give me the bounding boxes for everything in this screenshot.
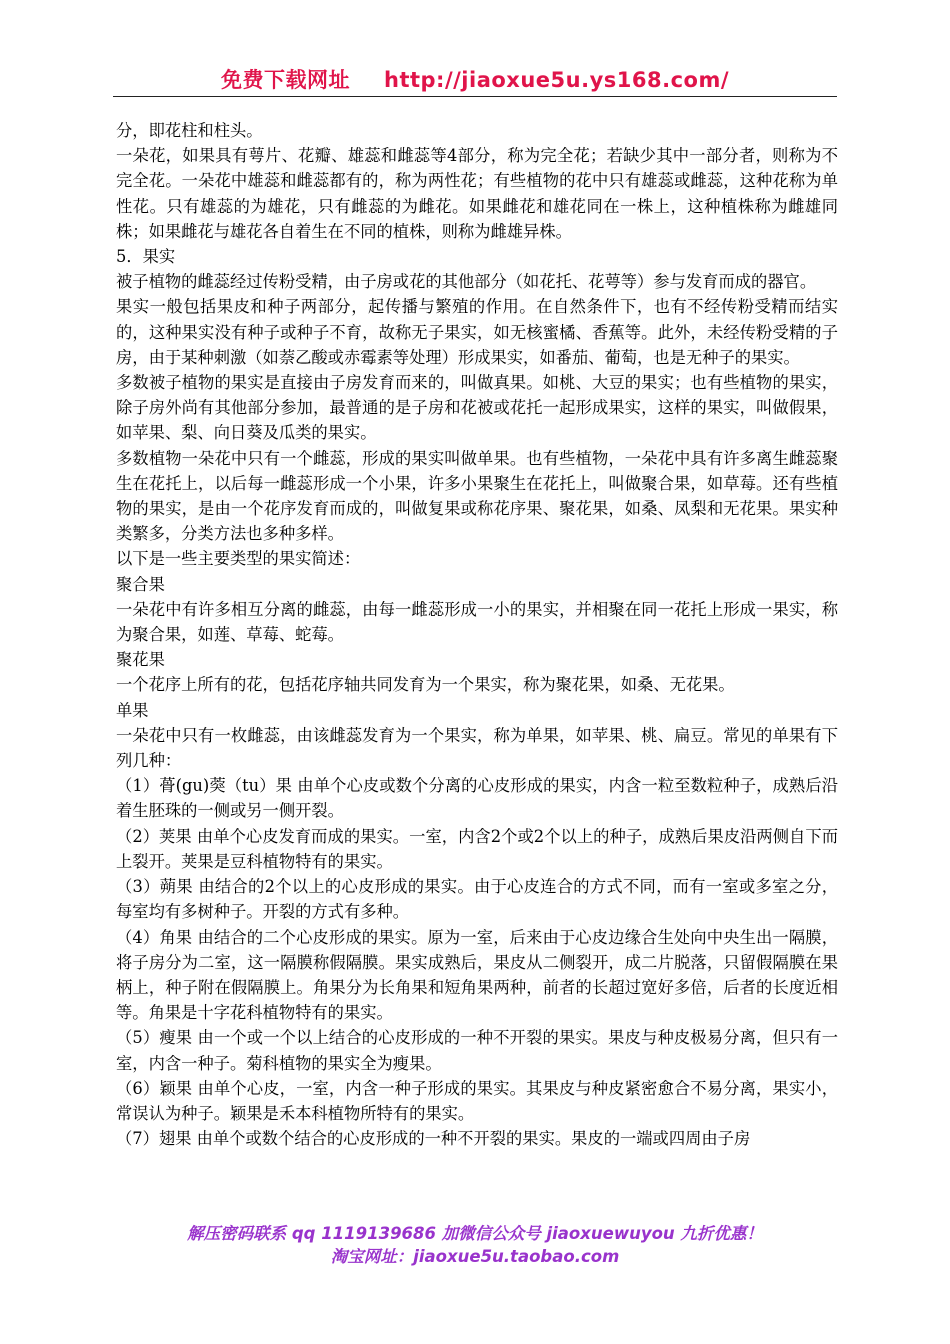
list-item: （4）角果 由结合的二个心皮形成的果实。原为一室，后来由于心皮边缘合生处向中央生出一隔膜，将子房分为二室，这一隔膜称假隔膜。果实成熟后，果皮从二侧裂开，成二片脱落，只留假隔膜在果柄上，种子附在假隔膜上。角果分为长角果和短角果两种，前者的长超过宽好多倍，后者的长度近相等。角果是十字花科植物特有的果实。 <box>116 927 838 1023</box>
header-url-link[interactable]: http://jiaoxue5u.ys168.com/ <box>384 68 729 92</box>
paragraph: 一朵花中有许多相互分离的雌蕊，由每一雌蕊形成一小的果实，并相聚在同一花托上形成一果实，称为聚合果，如莲、草莓、蛇莓。 <box>116 599 838 645</box>
header-divider <box>113 96 837 97</box>
paragraph: 果实一般包括果皮和种子两部分，起传播与繁殖的作用。在自然条件下，也有不经传粉受精而结实的，这种果实没有种子或种子不育，故称无子果实，如无核蜜橘、香蕉等。此外，未经传粉受精的子房，由于某种刺激（如萘乙酸或赤霉素等处理）形成果实，如番茄、葡萄，也是无种子的果实。 <box>116 297 838 367</box>
paragraph: 一朵花中只有一枚雌蕊，由该雌蕊发育为一个果实，称为单果，如苹果、桃、扁豆。常见的单果有下列几种： <box>116 725 838 771</box>
list-item: （5）瘦果 由一个或一个以上结合的心皮形成的一种不开裂的果实。果皮与种皮极易分离，但只有一室，内含一种子。菊科植物的果实全为瘦果。 <box>116 1028 838 1073</box>
paragraph: 被子植物的雌蕊经过传粉受精，由子房或花的其他部分（如花托、花萼等）参与发育而成的器官。 <box>116 272 817 292</box>
list-item: （2）荚果 由单个心皮发育而成的果实。一室，内含2个或2个以上的种子，成熟后果皮沿两侧自下而上裂开。荚果是豆科植物特有的果实。 <box>116 826 838 871</box>
list-item: （6）颖果 由单个心皮，一室，内含一种子形成的果实。其果皮与种皮紧密愈合不易分离，果实小，常误认为种子。颖果是禾本科植物所特有的果实。 <box>116 1078 838 1123</box>
list-item: （1）蓇(gu)葖（tu）果 由单个心皮或数个分离的心皮形成的果实，内含一粒至数粒种子，成熟后沿着生胚珠的一侧或另一侧开裂。 <box>116 776 838 821</box>
paragraph: 以下是一些主要类型的果实简述： <box>116 549 361 569</box>
list-item: （3）蒴果 由结合的2个以上的心皮形成的果实。由于心皮连合的方式不同，而有一室或多室之分，每室均有多树种子。开裂的方式有多种。 <box>116 877 838 922</box>
paragraph: 分，即花柱和柱头。 <box>116 121 263 140</box>
list-item: （7）翅果 由单个或数个结合的心皮形成的一种不开裂的果实。果皮的一端或四周由子房 <box>116 1129 751 1149</box>
subheading: 聚合果 <box>116 574 165 594</box>
paragraph: 一个花序上所有的花，包括花序轴共同发育为一个果实，称为聚花果，如桑、无花果。 <box>116 675 735 695</box>
subheading: 单果 <box>116 700 149 720</box>
section-heading: 5．果实 <box>116 247 176 267</box>
subheading: 聚花果 <box>116 650 165 670</box>
footer-shop-url[interactable]: 淘宝网址：jiaoxue5u.taobao.com <box>330 1247 620 1266</box>
paragraph: 多数植物一朵花中只有一个雌蕊，形成的果实叫做单果。也有些植物，一朵花中具有许多离生雌蕊聚生在花托上，以后每一雌蕊形成一个小果，许多小果聚生在花托上，叫做聚合果，如草莓。还有些植物的果实，是由一个花序发育而成的，叫做复果或称花序果、聚花果，如桑、凤梨和无花果。果实种类繁多，分类方法也多种多样。 <box>116 448 838 544</box>
header-label: 免费下载网址 <box>221 68 350 92</box>
paragraph: 多数被子植物的果实是直接由子房发育而来的，叫做真果。如桃、大豆的果实；也有些植物的果实，除子房外尚有其他部分参加，最普通的是子房和花被或花托一起形成果实，这样的果实，叫做假果，如苹果、梨、向日葵及瓜类的果实。 <box>116 373 838 443</box>
paragraph: 一朵花，如果具有萼片、花瓣、雄蕊和雌蕊等4部分，称为完全花；若缺少其中一部分者，则称为不完全花。一朵花中雄蕊和雌蕊都有的，称为两性花；有些植物的花中只有雄蕊或雌蕊，这种花称为单性花。只有雄蕊的为雄花，只有雌蕊的为雌花。如果雌花和雄花同在一株上，这种植株称为雌雄同株；如果雌花与雄花各自着生在不同的植株，则称为雌雄异株。 <box>116 146 838 241</box>
footer-contact-line: 解压密码联系 qq 1119139686 加微信公众号 jiaoxuewuyou 九折优惠！ <box>187 1224 763 1243</box>
download-url-header <box>0 64 950 94</box>
document-body <box>116 118 838 1151</box>
